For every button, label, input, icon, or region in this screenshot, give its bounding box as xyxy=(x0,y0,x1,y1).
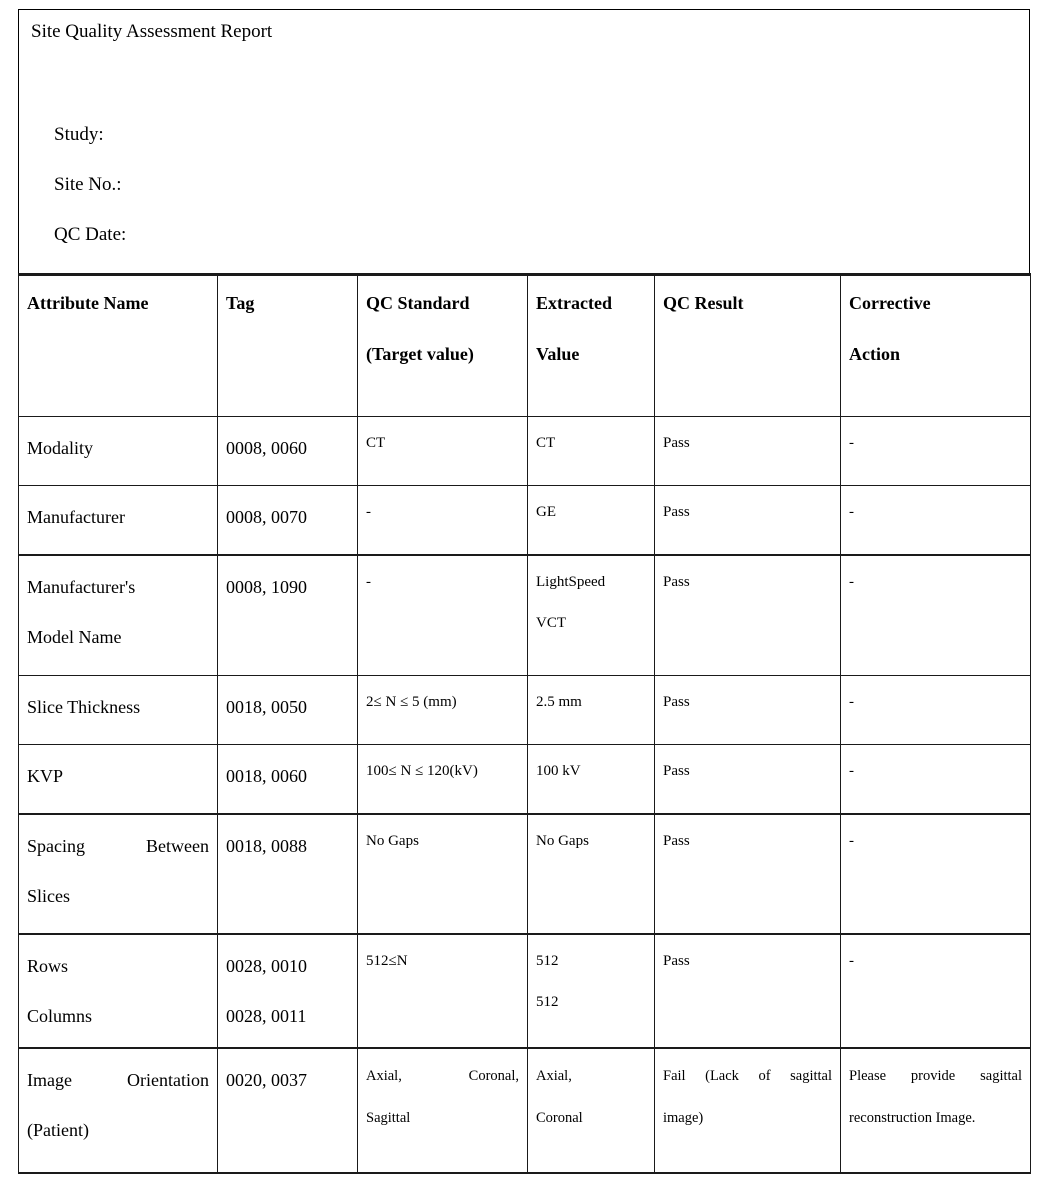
cell-text: Spacing Between xyxy=(27,835,209,856)
table-header-row xyxy=(19,275,1031,417)
cell-qc-standard xyxy=(358,676,528,745)
report-header-box xyxy=(18,9,1030,273)
cell-text: Axial, xyxy=(536,1067,572,1084)
column-header-tag xyxy=(218,275,358,417)
column-header-qc-standard xyxy=(358,275,528,417)
cell-text: Pass xyxy=(663,952,690,969)
cell-text: 0018, 0088 xyxy=(226,835,307,856)
cell-corrective-action xyxy=(841,934,1031,1048)
cell-qc-result xyxy=(655,676,841,745)
cell-attribute-name xyxy=(19,555,218,676)
page-title: Site Quality Assessment Report xyxy=(31,21,273,42)
cell-text: 0018, 0060 xyxy=(226,766,307,786)
cell-text: - xyxy=(849,952,854,969)
cell-tag xyxy=(218,745,358,814)
cell-text: 0008, 0060 xyxy=(226,438,307,458)
cell-extracted-value xyxy=(528,417,655,486)
cell-text: CT xyxy=(536,435,556,451)
column-header-extracted-value-line2: Value xyxy=(536,344,580,364)
column-header-tag-line1: Tag xyxy=(226,293,255,313)
cell-text: Modality xyxy=(27,438,93,458)
cell-text: image) xyxy=(663,1109,704,1126)
column-header-qc-result-line1: QC Result xyxy=(663,293,744,313)
cell-text: 512≤N xyxy=(366,952,408,969)
cell-text: Image Orientation xyxy=(27,1069,209,1090)
cell-text: Pass xyxy=(663,694,690,710)
cell-attribute-name xyxy=(19,1048,218,1173)
cell-text: 0008, 1090 xyxy=(226,576,307,597)
cell-tag xyxy=(218,417,358,486)
column-header-qc-result xyxy=(655,275,841,417)
cell-text: LightSpeed xyxy=(536,573,606,590)
cell-text: Slice Thickness xyxy=(27,697,141,717)
table-row xyxy=(19,486,1031,555)
cell-attribute-name xyxy=(19,934,218,1048)
cell-text: 2≤ N ≤ 5 (mm) xyxy=(366,694,457,710)
cell-tag xyxy=(218,934,358,1048)
cell-corrective-action xyxy=(841,486,1031,555)
cell-tag xyxy=(218,814,358,934)
cell-text: Manufacturer's xyxy=(27,576,136,597)
cell-extracted-value xyxy=(528,814,655,934)
cell-text: No Gaps xyxy=(536,832,589,849)
column-header-attribute-name xyxy=(19,275,218,417)
cell-text: - xyxy=(849,504,854,520)
cell-attribute-name xyxy=(19,417,218,486)
cell-text: Pass xyxy=(663,435,690,451)
table-row xyxy=(19,745,1031,814)
cell-text: - xyxy=(849,694,854,710)
cell-extracted-value xyxy=(528,555,655,676)
qc-attributes-table xyxy=(18,273,1031,1174)
cell-qc-result xyxy=(655,486,841,555)
cell-text: Model Name xyxy=(27,626,122,647)
table-row xyxy=(19,934,1031,1048)
cell-text: reconstruction Image. xyxy=(849,1109,976,1126)
cell-text: No Gaps xyxy=(366,832,419,849)
cell-attribute-name xyxy=(19,676,218,745)
cell-tag xyxy=(218,676,358,745)
table-header xyxy=(19,275,1031,417)
cell-qc-standard xyxy=(358,486,528,555)
column-header-extracted-value-line1: Extracted xyxy=(536,293,612,313)
cell-text: Rows xyxy=(27,955,69,976)
cell-text: 100≤ N ≤ 120(kV) xyxy=(366,763,478,779)
cell-qc-result xyxy=(655,555,841,676)
column-header-extracted-value xyxy=(528,275,655,417)
cell-text: 2.5 mm xyxy=(536,694,582,710)
cell-extracted-value xyxy=(528,676,655,745)
cell-text: - xyxy=(849,763,854,779)
cell-qc-result xyxy=(655,1048,841,1173)
cell-text: Pass xyxy=(663,763,690,779)
table-body xyxy=(19,417,1031,1173)
cell-text: 0028, 0010 xyxy=(226,955,307,976)
cell-text: - xyxy=(849,435,854,451)
cell-text: 0028, 0011 xyxy=(226,1005,307,1026)
cell-text: (Patient) xyxy=(27,1119,89,1140)
meta-field-qc-date: QC Date: xyxy=(54,224,127,245)
cell-qc-standard xyxy=(358,745,528,814)
cell-qc-standard xyxy=(358,814,528,934)
cell-text: Slices xyxy=(27,885,70,906)
cell-text: 0018, 0050 xyxy=(226,697,307,717)
cell-corrective-action xyxy=(841,1048,1031,1173)
cell-corrective-action xyxy=(841,676,1031,745)
cell-text: KVP xyxy=(27,766,64,786)
cell-attribute-name xyxy=(19,814,218,934)
cell-corrective-action xyxy=(841,745,1031,814)
cell-text: GE xyxy=(536,504,556,520)
table-row xyxy=(19,1048,1031,1173)
cell-text: Please provide sagittal xyxy=(849,1067,1022,1084)
cell-text: 0020, 0037 xyxy=(226,1069,307,1090)
cell-text: Columns xyxy=(27,1005,93,1026)
cell-corrective-action xyxy=(841,417,1031,486)
cell-text: VCT xyxy=(536,614,566,631)
cell-text: Pass xyxy=(663,573,690,590)
cell-qc-result xyxy=(655,417,841,486)
table-row xyxy=(19,814,1031,934)
cell-text: - xyxy=(366,504,371,520)
table-row xyxy=(19,417,1031,486)
cell-text: Coronal xyxy=(536,1109,583,1126)
cell-text: 512 xyxy=(536,952,559,969)
cell-qc-standard xyxy=(358,934,528,1048)
cell-text: Axial, Coronal, xyxy=(366,1067,519,1084)
cell-qc-standard xyxy=(358,555,528,676)
cell-extracted-value xyxy=(528,745,655,814)
cell-text: 0008, 0070 xyxy=(226,507,307,527)
column-header-qc-standard-line2: (Target value) xyxy=(366,344,474,364)
cell-tag xyxy=(218,555,358,676)
cell-qc-standard xyxy=(358,417,528,486)
cell-qc-result xyxy=(655,745,841,814)
cell-text: 100 kV xyxy=(536,763,581,779)
column-header-corrective-action-line1: Corrective xyxy=(849,293,931,313)
cell-extracted-value xyxy=(528,934,655,1048)
table-row xyxy=(19,676,1031,745)
cell-corrective-action xyxy=(841,555,1031,676)
cell-text: Pass xyxy=(663,832,690,849)
column-header-qc-standard-line1: QC Standard xyxy=(366,293,470,313)
cell-qc-result xyxy=(655,814,841,934)
meta-field-study: Study: xyxy=(54,124,104,145)
cell-text: Fail (Lack of sagittal xyxy=(663,1067,832,1084)
cell-extracted-value xyxy=(528,1048,655,1173)
cell-text: Manufacturer xyxy=(27,507,125,527)
cell-tag xyxy=(218,486,358,555)
column-header-corrective-action-line2: Action xyxy=(849,344,900,364)
column-header-corrective-action xyxy=(841,275,1031,417)
column-header-attribute-name-line1: Attribute Name xyxy=(27,293,149,313)
cell-text: Pass xyxy=(663,504,690,520)
table-row xyxy=(19,555,1031,676)
cell-extracted-value xyxy=(528,486,655,555)
cell-qc-standard xyxy=(358,1048,528,1173)
cell-text: - xyxy=(366,573,371,590)
cell-text: - xyxy=(849,832,854,849)
cell-attribute-name xyxy=(19,745,218,814)
cell-qc-result xyxy=(655,934,841,1048)
meta-field-site-no: Site No.: xyxy=(54,174,122,195)
cell-attribute-name xyxy=(19,486,218,555)
cell-text: Sagittal xyxy=(366,1109,411,1126)
cell-text: - xyxy=(849,573,854,590)
cell-tag xyxy=(218,1048,358,1173)
cell-corrective-action xyxy=(841,814,1031,934)
report-meta-list xyxy=(54,110,126,260)
cell-text: 512 xyxy=(536,993,559,1010)
cell-text: CT xyxy=(366,435,386,451)
